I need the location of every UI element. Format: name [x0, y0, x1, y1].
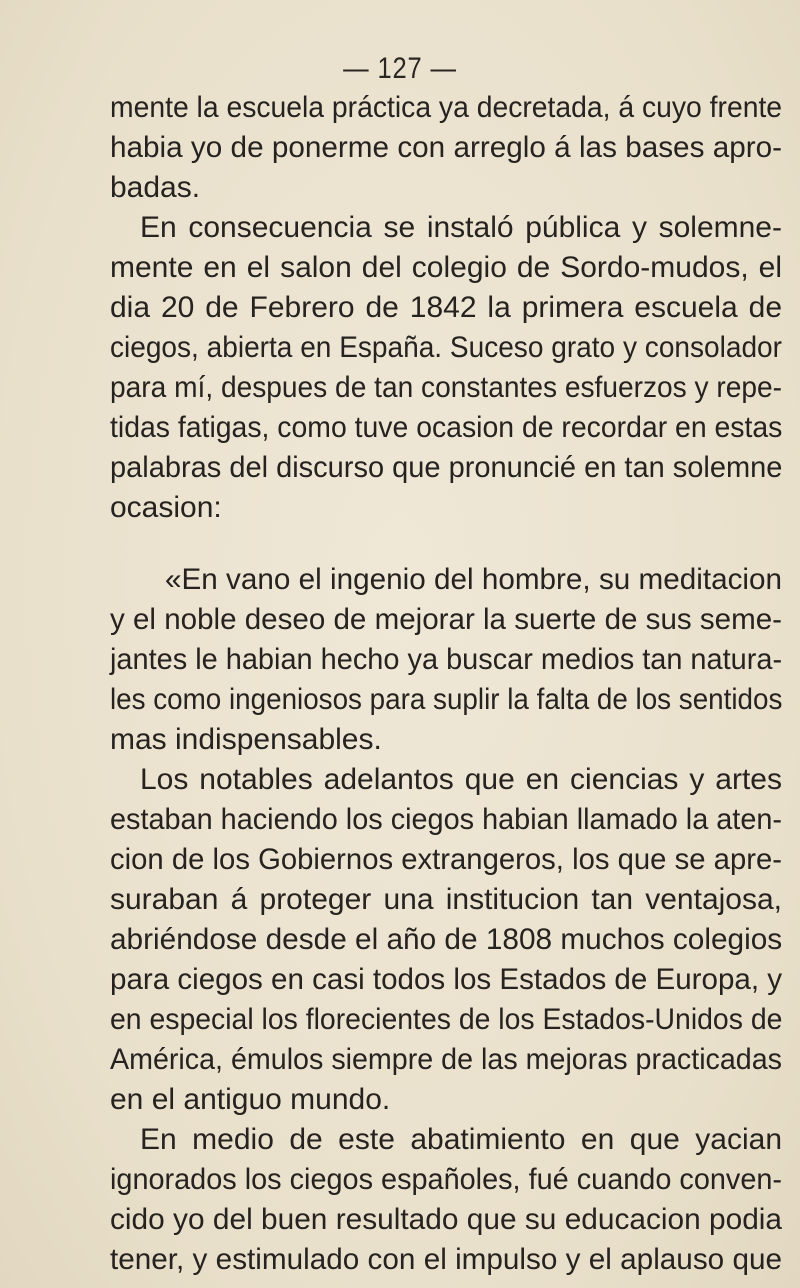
text-line: tidas fatigas, como tuve ocasion de recordar en estas — [110, 411, 783, 444]
text-line: América, émulos siempre de las mejoras practicadas — [110, 1043, 782, 1076]
text-line: mas indispensables. — [110, 723, 382, 756]
text-line: ocasion: — [110, 491, 222, 524]
quote-first-line: «En vano el ingenio del hombre, su meditacion — [165, 563, 783, 596]
text-line: cido yo del buen resultado que su educacion podia — [110, 1203, 783, 1236]
text-line: y el noble deseo de mejorar la suerte de sus seme- — [110, 603, 783, 636]
text-line: estaban haciendo los ciegos habian llamado la aten- — [110, 803, 783, 836]
text-line: mente en el salon del colegio de Sordo-mudos, el — [110, 251, 782, 284]
text-line: cion de los Gobiernos extrangeros, los que se apre- — [110, 843, 782, 876]
text-line: badas. — [110, 171, 201, 204]
text-line: tener, y estimulado con el impulso y el aplauso que — [110, 1243, 783, 1276]
text-line: dia 20 de Febrero de 1842 la primera escuela de — [110, 291, 782, 324]
text-line: en especial los florecientes de los Estados-Unidos de — [110, 1003, 783, 1036]
text-line: suraban á proteger una institucion tan ventajosa, — [110, 883, 782, 916]
text-line: palabras del discurso que pronuncié en tan solemne — [110, 451, 783, 484]
text-line: habia yo de ponerme con arreglo á las bases apro- — [110, 131, 783, 164]
page-number: — 127 — — [343, 52, 457, 85]
text-line: en el antiguo mundo. — [110, 1083, 391, 1116]
paragraph-first-line: En medio de este abatimiento en que yacian — [140, 1123, 782, 1156]
text-line: ignorados los ciegos españoles, fué cuando conven- — [110, 1163, 783, 1196]
text-line: ciegos, abierta en España. Suceso grato y consolador — [110, 331, 782, 364]
text-line: mente la escuela práctica ya decretada, á cuyo frente — [110, 91, 783, 124]
text-line: les como ingeniosos para suplir la falta de los sentidos — [110, 683, 783, 716]
paragraph-first-line: En consecuencia se instaló pública y solemne- — [140, 211, 782, 244]
text-line: jantes le habian hecho ya buscar medios tan natura- — [110, 643, 783, 676]
paragraph-first-line: Los notables adelantos que en ciencias y artes — [140, 763, 782, 796]
text-line: para ciegos en casi todos los Estados de Europa, y — [110, 963, 783, 996]
text-line: para mí, despues de tan constantes esfuerzos y repe- — [110, 371, 783, 404]
text-line: abriéndose desde el año de 1808 muchos colegios — [110, 923, 783, 956]
